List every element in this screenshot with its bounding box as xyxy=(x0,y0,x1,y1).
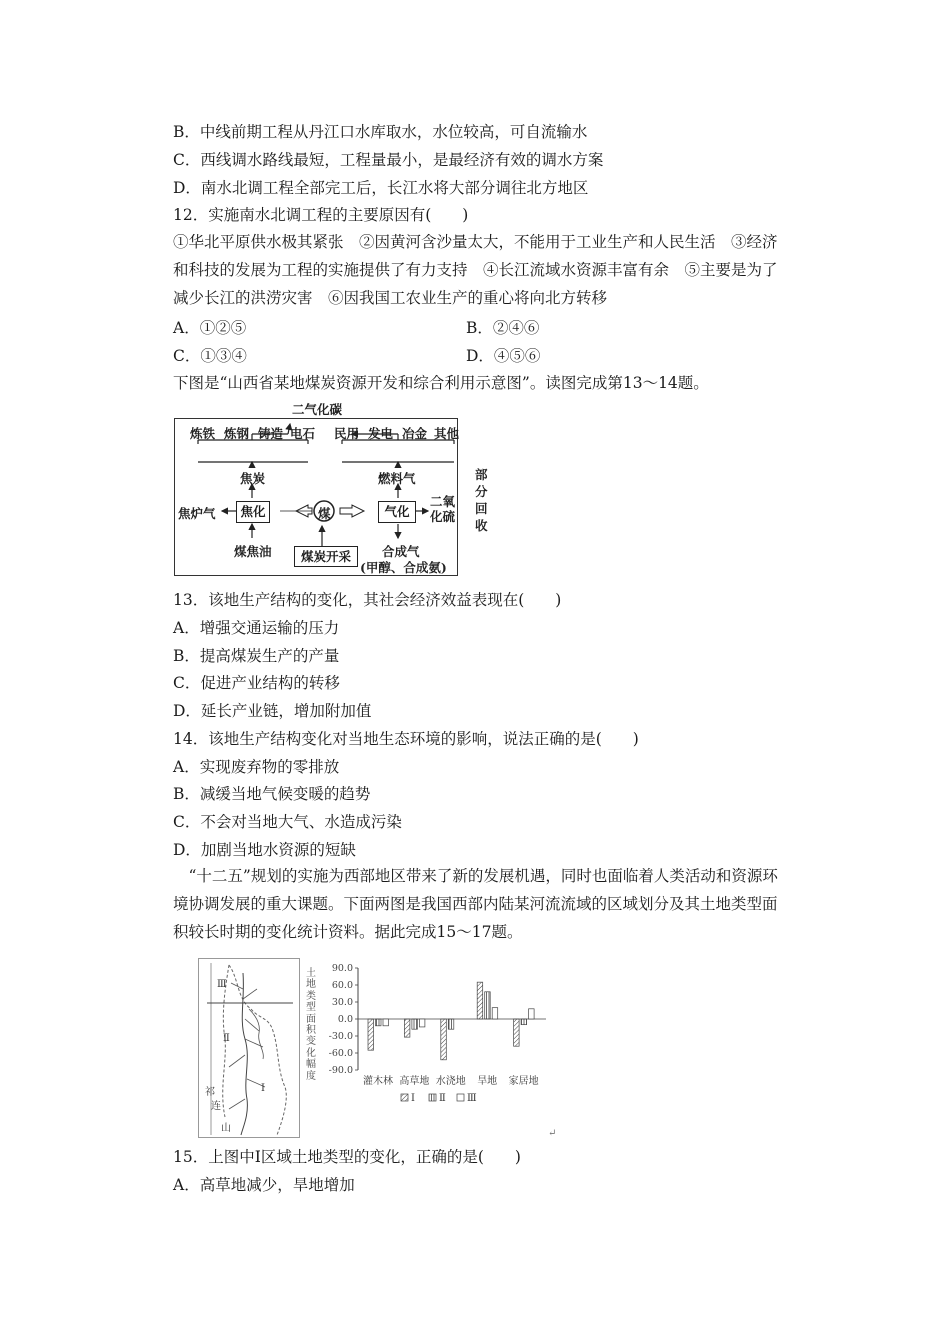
land-change-chart xyxy=(306,958,556,1136)
intro-13-14: 下图是“山西省某地煤炭资源开发和综合利用示意图”。读图完成第13～14题。 xyxy=(173,374,709,392)
use-casting: 铸造 xyxy=(258,426,284,441)
bar-5-series-3 xyxy=(529,1009,535,1019)
y-tick-label: -90.0 xyxy=(328,1065,353,1076)
use-calcium-carbide: 电石 xyxy=(290,426,316,441)
bar-3-series-2 xyxy=(448,1019,454,1029)
q14-stem: 14．该地生产结构变化对当地生态环境的影响，说法正确的是( ) xyxy=(173,730,639,748)
q14-option-d: D．加剧当地水资源的短缺 xyxy=(173,841,356,859)
coke-label: 焦炭 xyxy=(240,471,266,486)
category-label: 家居地 xyxy=(508,1076,539,1087)
category-label: 灌木林 xyxy=(363,1076,393,1087)
coke-oven-gas-label: 焦炉气 xyxy=(178,506,216,521)
bar-4-series-2 xyxy=(485,992,491,1019)
q11-option-c: C．西线调水路线最短，工程量最小，是最经济有效的调水方案 xyxy=(173,151,604,169)
bar-4-series-1 xyxy=(477,982,483,1019)
q13-option-b: B．提高煤炭生产的产量 xyxy=(173,647,340,665)
q14-option-b: B．减缓当地气候变暖的趋势 xyxy=(173,785,371,803)
coal-utilization-diagram xyxy=(172,400,488,578)
q13-option-a: A．增强交通运输的压力 xyxy=(173,619,340,637)
q13-option-d: D．延长产业链，增加附加值 xyxy=(173,702,372,720)
q15-option-a: A．高草地减少，旱地增加 xyxy=(173,1176,355,1194)
q12-option-b: B．②④⑥ xyxy=(466,319,540,337)
q11-option-d: D．南水北调工程全部完工后，长江水将大部分调往北方地区 xyxy=(173,179,589,197)
region-i-label: Ⅰ xyxy=(261,1083,265,1094)
legend-label-1: Ⅰ xyxy=(411,1093,415,1104)
figures-15-17 xyxy=(198,958,558,1140)
return-mark: ↵ xyxy=(548,1128,557,1139)
q14-option-a: A．实现废弃物的零排放 xyxy=(173,758,340,776)
qi-label: 祁 xyxy=(205,1087,215,1098)
fuel-gas-label: 燃料气 xyxy=(378,471,416,486)
use-steelmaking: 炼钢 xyxy=(224,426,250,441)
q13-stem: 13．该地生产结构的变化，其社会经济效益表现在( ) xyxy=(173,591,562,609)
syngas-label: 合成气 xyxy=(382,544,420,559)
shan-label: 山 xyxy=(221,1123,231,1134)
category-label: 旱地 xyxy=(477,1076,498,1087)
q14-option-c: C．不会对当地大气、水造成污染 xyxy=(173,813,402,831)
syngas-note: (甲醇、合成氨) xyxy=(360,560,447,575)
use-power: 发电 xyxy=(368,426,394,441)
lian-label: 连 xyxy=(211,1101,221,1112)
coal-mining-box: 煤炭开采 xyxy=(294,546,358,567)
co2-label: 二气化碳 xyxy=(292,402,343,417)
bar-2-series-3 xyxy=(419,1019,425,1027)
bar-3-series-1 xyxy=(441,1019,447,1060)
use-civil: 民用 xyxy=(334,426,360,441)
y-axis-label: 土地类型面积变化幅度 xyxy=(306,968,316,1082)
bar-2-series-2 xyxy=(412,1019,418,1029)
bar-1-series-1 xyxy=(368,1019,374,1050)
q15-stem: 15．上图中Ⅰ区域土地类型的变化，正确的是( ) xyxy=(173,1148,521,1166)
coal-tar-label: 煤焦油 xyxy=(234,544,272,559)
bar-1-series-3 xyxy=(383,1019,389,1026)
y-tick-label: -60.0 xyxy=(328,1048,353,1059)
legend-swatch-3 xyxy=(457,1094,464,1101)
coking-box: 焦化 xyxy=(236,501,270,523)
legend-label-3: Ⅲ xyxy=(467,1093,477,1104)
recycle-label: 部分回收 xyxy=(475,467,488,533)
y-tick-label: 0.0 xyxy=(337,1014,353,1025)
intro-15-17: “十二五”规划的实施为西部地区带来了新的发展机遇，同时也面临着人类活动和资源环境协调发展的重大课题。下面两图是我国西部内陆某河流流域的区域划分及其土地类型面积较长时期的变化统计资料。据此完成15～17题。 xyxy=(173,867,778,941)
bar-1-series-2 xyxy=(376,1019,382,1026)
use-metallurgy: 冶金 xyxy=(402,426,428,441)
bar-4-series-3 xyxy=(492,1008,498,1019)
basin-map xyxy=(198,958,300,1138)
q12-option-a: A．①②⑤ xyxy=(173,319,247,337)
bar-chart-svg xyxy=(306,958,556,1136)
y-tick-label: 30.0 xyxy=(331,997,353,1008)
legend-label-2: Ⅱ xyxy=(439,1093,446,1104)
q12-option-c: C．①③④ xyxy=(173,347,247,365)
y-tick-label: 90.0 xyxy=(331,963,353,974)
category-label: 高草地 xyxy=(399,1076,430,1087)
bar-5-series-1 xyxy=(514,1019,520,1046)
gasification-box: 气化 xyxy=(378,501,416,523)
q12-statements: ①华北平原供水极其紧张 ②因黄河含沙量太大，不能用于工业生产和人民生活 ③经济和科技的发展为工程的实施提供了有力支持 ④长江流域水资源丰富有余 ⑤主要是为了减少长江的洪涝灾害 ⑥因我国工农业生产的重心将向北方转移 xyxy=(173,233,778,307)
q12-stem: 12．实施南水北调工程的主要原因有( ) xyxy=(173,206,469,224)
q11-option-b: B．中线前期工程从丹江口水库取水，水位较高，可自流输水 xyxy=(173,123,588,141)
q13-option-c: C．促进产业结构的转移 xyxy=(173,674,340,692)
region-ii-label: Ⅱ xyxy=(223,1033,230,1044)
region-iii-label: Ⅲ xyxy=(217,979,227,990)
legend-swatch-1 xyxy=(401,1094,408,1101)
y-tick-label: -30.0 xyxy=(328,1031,353,1042)
y-tick-label: 60.0 xyxy=(331,980,353,991)
coal-label: 煤 xyxy=(318,506,331,521)
legend-swatch-2 xyxy=(429,1094,436,1101)
category-label: 水浇地 xyxy=(435,1076,466,1087)
q12-option-d: D．④⑤⑥ xyxy=(466,347,541,365)
so2-label: 二氧化硫 xyxy=(430,494,456,524)
use-ironmaking: 炼铁 xyxy=(190,426,216,441)
bar-2-series-1 xyxy=(404,1019,410,1037)
use-other: 其他 xyxy=(434,426,460,441)
bar-5-series-2 xyxy=(521,1019,527,1025)
